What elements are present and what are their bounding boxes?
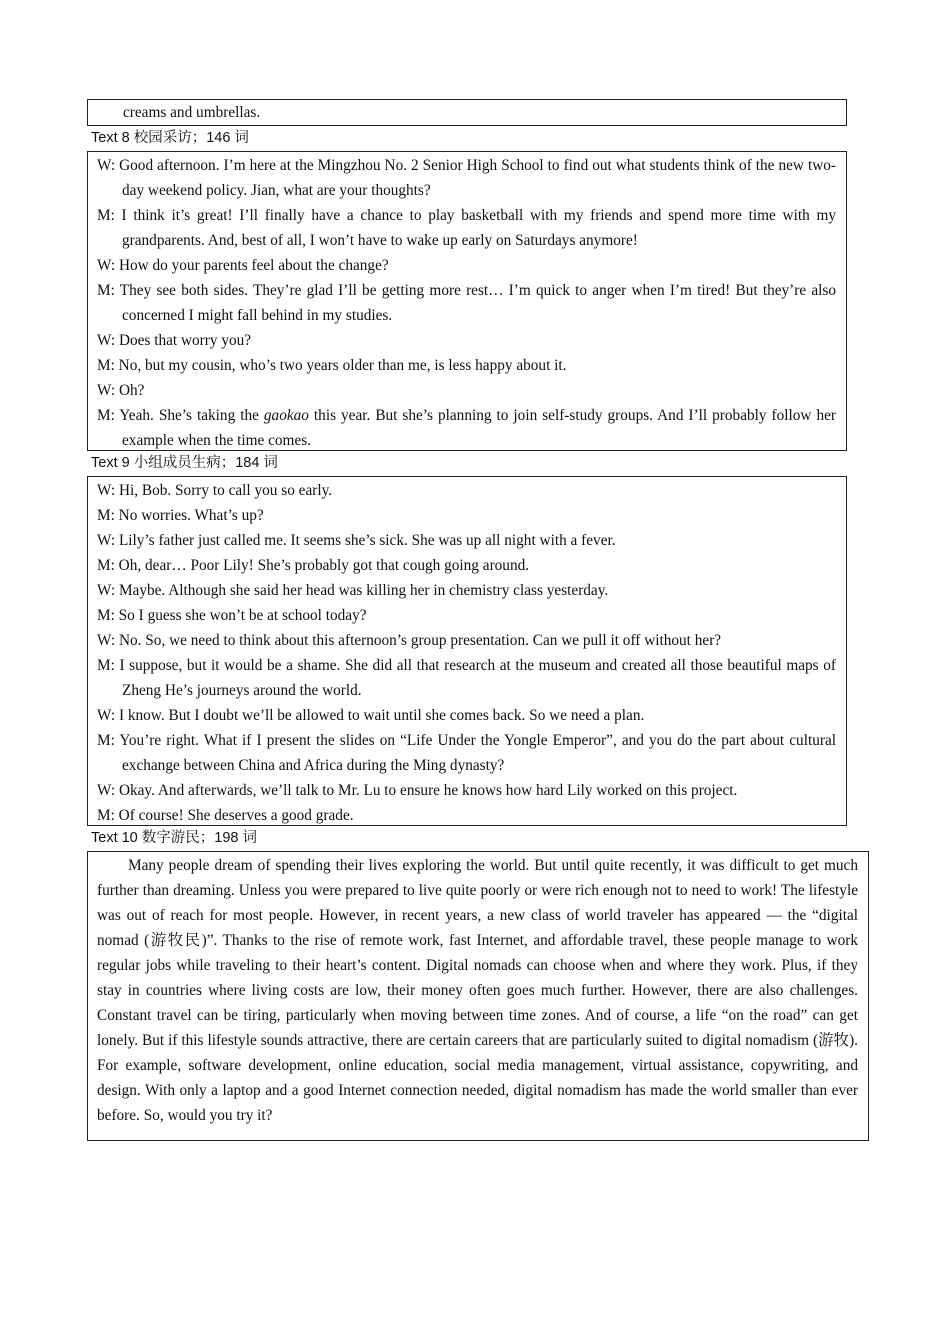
dialogue-line: W: No. So, we need to think about this afternoon’s group presentation. Can we pull it off without her?	[97, 632, 722, 649]
line-part: M: Yeah. She’s taking the	[97, 407, 264, 424]
dialogue-line: M: No worries. What’s up?	[97, 507, 264, 524]
text8-dialogue-box	[87, 151, 847, 451]
text9-dialogue-box	[87, 476, 847, 826]
dialogue-line-gaokao	[97, 403, 836, 453]
dialogue-line: M: No, but my cousin, who’s two years older than me, is less happy about it.	[97, 357, 567, 374]
text10-passage-box	[87, 851, 869, 1141]
text8-label: Text 8 校园采访；146 词	[91, 130, 249, 146]
dialogue-line: M: Oh, dear… Poor Lily! She’s probably got that cough going around.	[97, 557, 530, 574]
dialogue-line: W: Hi, Bob. Sorry to call you so early.	[97, 482, 333, 499]
dialogue-line: W: Does that worry you?	[97, 332, 252, 349]
dialogue-line: W: Maybe. Although she said her head was killing her in chemistry class yesterday.	[97, 582, 609, 599]
text9-label: Text 9 小组成员生病；184 词	[91, 455, 278, 471]
line-part: this year. But she’s planning to join self-study groups. And I’ll probably follow her example when the time comes.	[122, 407, 836, 449]
text10-label: Text 10 数字游民；198 词	[91, 830, 257, 846]
dialogue-line: M: You’re right. What if I present the slides on “Life Under the Yongle Emperor”, and you do the part about cultural exchange between China and Africa during the Ming dynasty?	[97, 732, 836, 774]
dialogue-line: W: Good afternoon. I’m here at the Mingzhou No. 2 Senior High School to find out what students think of the new two-day weekend policy. Jian, what are your thoughts?	[97, 157, 836, 199]
dialogue-line: W: Oh?	[97, 382, 145, 399]
dialogue-line: W: Okay. And afterwards, we’ll talk to Mr. Lu to ensure he knows how hard Lily worked on this project.	[97, 782, 738, 799]
passage-paragraph: Many people dream of spending their lives exploring the world. But until quite recently, it was difficult to get much further than dreaming. Unless you were prepared to live quite poorly or were rich enough not to need to work! The lifestyle was out of reach for most people. However, in recent years, a new class of world traveler has appeared — the “digital nomad (游牧民)”. Thanks to the rise of remote work, fast Internet, and affordable travel, these people manage to work regular jobs while traveling to their heart’s content. Digital nomads can choose when and where they work. Plus, if they stay in countries where living costs are low, their money often goes much further. However, there are also challenges. Constant travel can be tiring, particularly when moving between time zones. And of course, a life “on the road” can get lonely. But if this lifestyle sounds attractive, there are certain careers that are particularly suited to digital nomadism (游牧). For example, software development, online education, social media management, virtual assistance, copywriting, and design. With only a laptop and a good Internet connection needed, digital nomadism has made the world smaller than ever before. So, would you try it?	[97, 857, 858, 1124]
previous-text-fragment-box	[87, 99, 847, 126]
dialogue-line: M: I suppose, but it would be a shame. She did all that research at the museum and created all those beautiful maps of Zheng He’s journeys around the world.	[97, 657, 836, 699]
previous-text-fragment: creams and umbrellas.	[123, 104, 261, 121]
dialogue-line: W: I know. But I doubt we’ll be allowed to wait until she comes back. So we need a plan.	[97, 707, 645, 724]
italic-term-gaokao: gaokao	[263, 407, 309, 424]
dialogue-line: W: Lily’s father just called me. It seems she’s sick. She was up all night with a fever.	[97, 532, 616, 549]
dialogue-line: M: I think it’s great! I’ll finally have a chance to play basketball with my friends and spend more time with my grandparents. And, best of all, I won’t have to wake up early on Saturdays anymore!	[97, 207, 836, 249]
dialogue-line: M: They see both sides. They’re glad I’ll be getting more rest… I’m quick to anger when I’m tired! But they’re also concerned I might fall behind in my studies.	[97, 282, 836, 324]
dialogue-line: M: So I guess she won’t be at school today?	[97, 607, 367, 624]
dialogue-line: M: Of course! She deserves a good grade.	[97, 807, 354, 824]
dialogue-line: W: How do your parents feel about the change?	[97, 257, 389, 274]
